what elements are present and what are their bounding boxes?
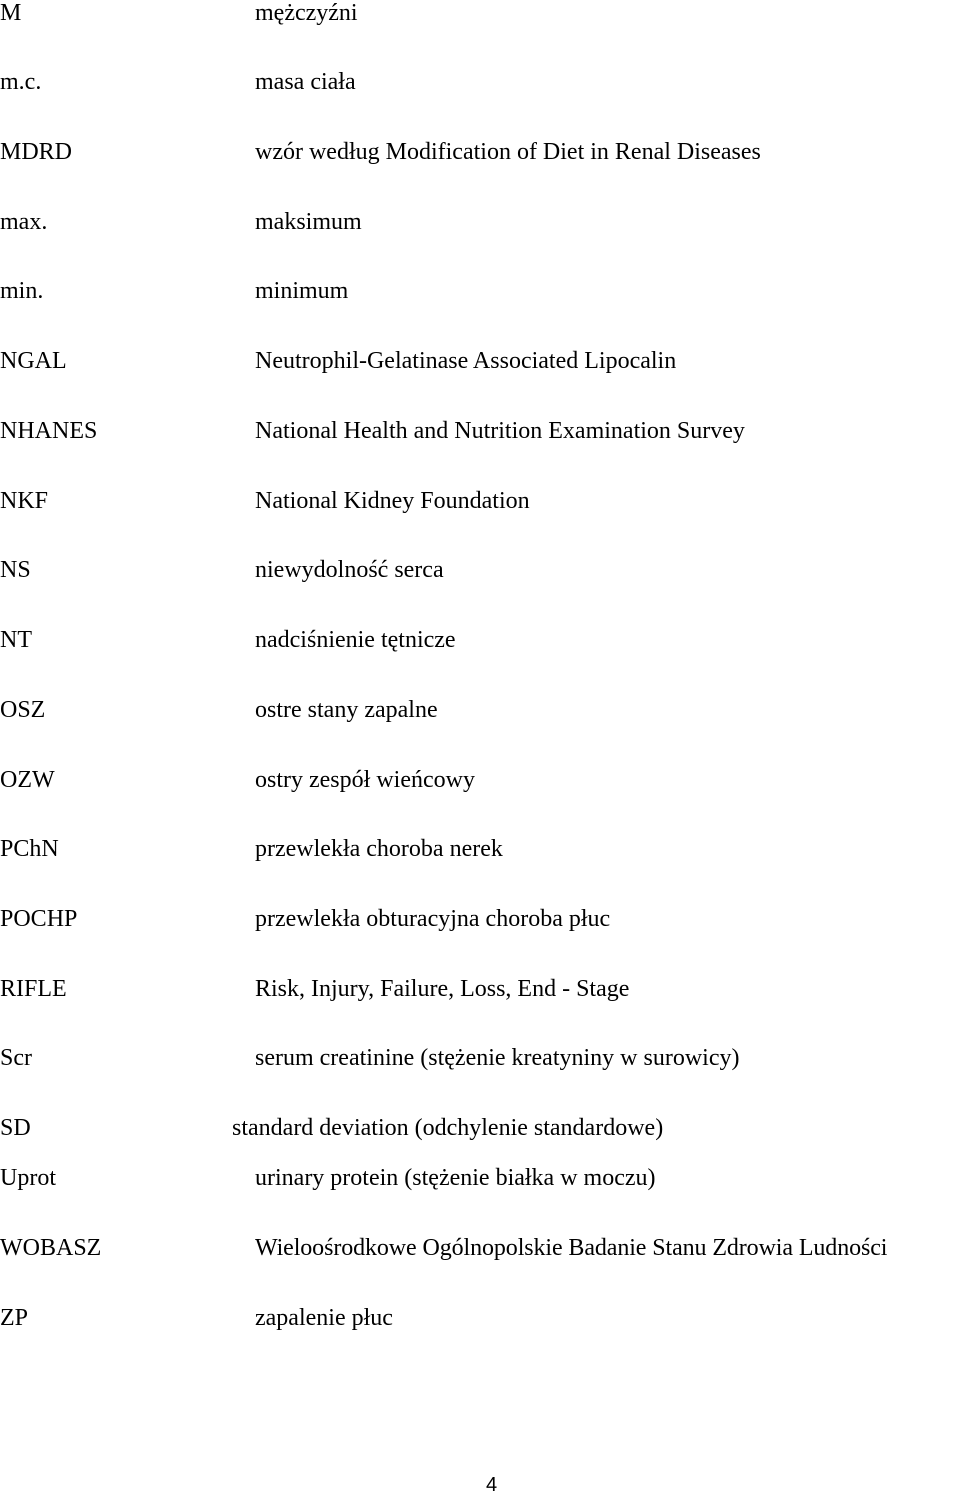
abbreviation-term: NKF <box>0 488 49 514</box>
abbreviation-row <box>0 348 960 382</box>
abbreviation-definition: standard deviation (odchylenie standardowe) <box>232 1115 664 1141</box>
abbreviation-term: MDRD <box>0 139 73 165</box>
abbreviation-row <box>0 767 960 801</box>
abbreviation-row <box>0 627 960 661</box>
abbreviation-definition: zapalenie płuc <box>255 1305 393 1331</box>
abbreviation-definition: ostre stany zapalne <box>255 697 438 723</box>
abbreviation-definition: National Kidney Foundation <box>255 488 530 514</box>
abbreviation-row <box>0 976 960 1010</box>
abbreviation-definition: minimum <box>255 278 349 304</box>
abbreviation-term: OZW <box>0 767 55 793</box>
abbreviation-row <box>0 906 960 940</box>
abbreviation-term: M <box>0 0 22 26</box>
abbreviation-row <box>0 418 960 452</box>
abbreviation-definition: nadciśnienie tętnicze <box>255 627 456 653</box>
abbreviation-row <box>0 1235 960 1269</box>
abbreviation-row <box>0 697 960 731</box>
abbreviation-definition: niewydolność serca <box>255 557 444 583</box>
abbreviation-term: min. <box>0 278 44 304</box>
abbreviation-term: m.c. <box>0 69 42 95</box>
abbreviation-row <box>0 836 960 870</box>
abbreviation-definition: urinary protein (stężenie białka w moczu) <box>255 1165 656 1191</box>
abbreviation-row <box>0 1305 960 1339</box>
abbreviation-term: OSZ <box>0 697 46 723</box>
abbreviation-definition: Wieloośrodkowe Ogólnopolskie Badanie Stanu Zdrowia Ludności <box>255 1235 888 1261</box>
abbreviation-definition: maksimum <box>255 209 362 235</box>
abbreviation-term: SD <box>0 1115 31 1141</box>
abbreviation-term: WOBASZ <box>0 1235 102 1261</box>
abbreviation-term: Uprot <box>0 1165 56 1191</box>
abbreviation-term: PChN <box>0 836 59 862</box>
abbreviation-definition: ostry zespół wieńcowy <box>255 767 475 793</box>
abbreviation-definition: Risk, Injury, Failure, Loss, End - Stage <box>255 976 630 1002</box>
abbreviation-definition: przewlekła choroba nerek <box>255 836 503 862</box>
abbreviation-row <box>0 557 960 591</box>
abbreviation-term: max. <box>0 209 48 235</box>
abbreviation-term: NT <box>0 627 32 653</box>
abbreviation-row <box>0 1045 960 1079</box>
abbreviation-definition: mężczyźni <box>255 0 358 26</box>
abbreviation-definition: National Health and Nutrition Examination Survey <box>255 418 745 444</box>
abbreviation-definition: przewlekła obturacyjna choroba płuc <box>255 906 611 932</box>
abbreviation-row <box>0 209 960 243</box>
abbreviation-row <box>0 488 960 522</box>
page-number: 4 <box>486 1474 498 1496</box>
abbreviation-definition: wzór według Modification of Diet in Renal Diseases <box>255 139 761 165</box>
abbreviation-definition: serum creatinine (stężenie kreatyniny w surowicy) <box>255 1045 740 1071</box>
abbreviation-term: NS <box>0 557 31 583</box>
abbreviation-term: Scr <box>0 1045 32 1071</box>
abbreviation-row <box>0 1115 960 1149</box>
abbreviation-term: NHANES <box>0 418 98 444</box>
abbreviation-definition: masa ciała <box>255 69 356 95</box>
abbreviation-definition: Neutrophil-Gelatinase Associated Lipocalin <box>255 348 677 374</box>
abbreviation-term: ZP <box>0 1305 29 1331</box>
abbreviation-row <box>0 0 960 34</box>
abbreviation-row <box>0 278 960 312</box>
abbreviation-term: RIFLE <box>0 976 67 1002</box>
abbreviation-term: NGAL <box>0 348 67 374</box>
abbreviation-term: POCHP <box>0 906 78 932</box>
abbreviation-row <box>0 1165 960 1199</box>
abbreviation-row <box>0 69 960 103</box>
abbreviation-row <box>0 139 960 173</box>
